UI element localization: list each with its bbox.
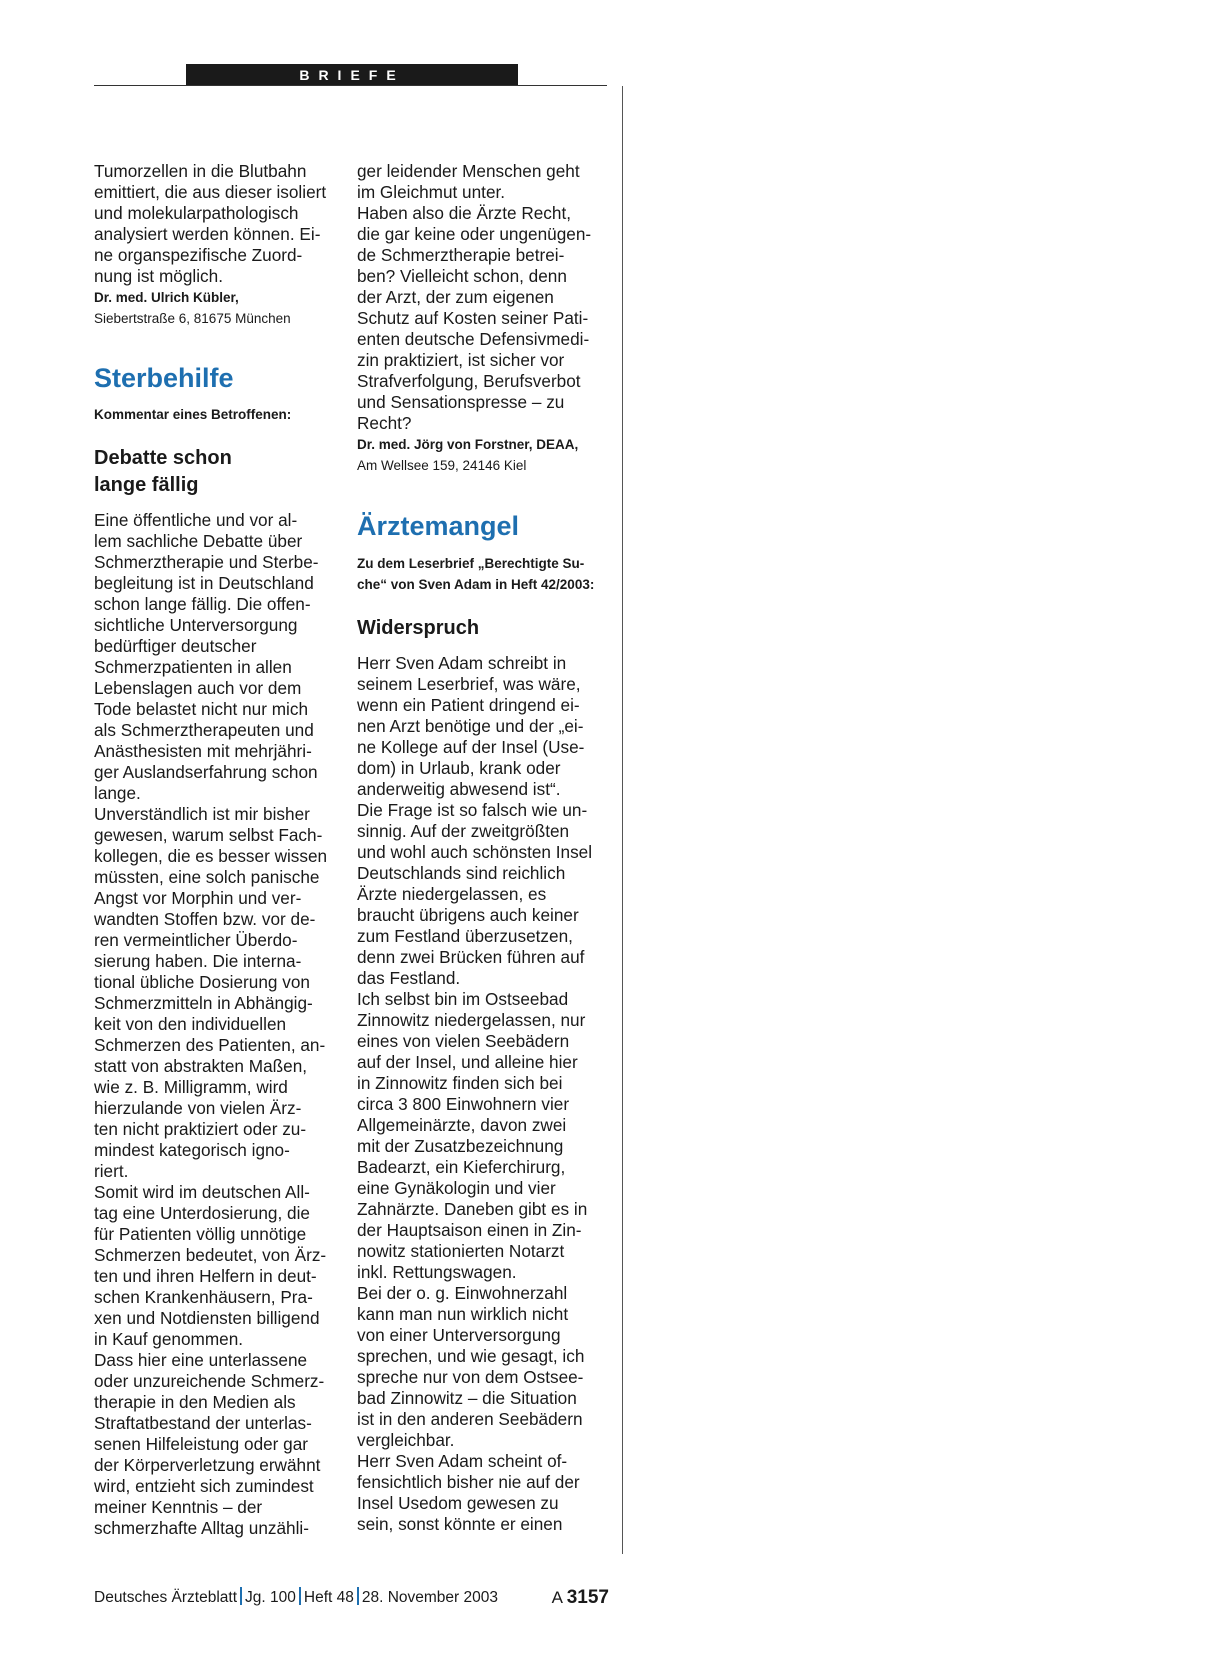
text-line: Haben also die Ärzte Recht, [357,203,572,223]
text-line: Angst vor Morphin und ver- [94,888,302,908]
text-line: Zinnowitz niedergelassen, nur [357,1010,586,1030]
text-line: circa 3 800 Einwohnern vier [357,1094,570,1114]
text-line: denn zwei Brücken führen auf [357,947,585,967]
letter-continuation [94,161,348,287]
text-line: inkl. Rettungswagen. [357,1262,517,1282]
letter-title-line: Debatte schon [94,447,232,469]
text-line: Schmerzpatienten in allen [94,657,292,677]
text-line: ger leidender Menschen geht [357,161,580,181]
column-rule [622,86,623,1554]
text-line: kann man nun wirklich nicht [357,1304,569,1324]
text-line: sierung haben. Die interna- [94,951,302,971]
text-line: enten deutsche Defensivmedi- [357,329,590,349]
text-line: ist in den anderen Seebädern [357,1409,583,1429]
journal-issue: Heft 48 [303,1589,354,1606]
letter-intro: Kommentar eines Betroffenen: [94,407,292,422]
text-line: dom) in Urlaub, krank oder [357,758,561,778]
text-line: der Hauptsaison einen in Zin- [357,1220,582,1240]
text-line: wie z. B. Milligramm, wird [94,1077,288,1097]
text-line: Schmerztherapie und Sterbe- [94,552,319,572]
text-line: Schmerzen bedeutet, von Ärz- [94,1245,327,1265]
text-line: nen Arzt benötige und der „ei- [357,716,584,736]
text-line: als Schmerztherapeuten und [94,720,314,740]
footer-separator [299,1587,301,1605]
text-line: Herr Sven Adam schreibt in [357,653,567,673]
text-line: tional übliche Dosierung von [94,972,310,992]
text-line: Bei der o. g. Einwohnerzahl [357,1283,568,1303]
text-line: Strafverfolgung, Berufsverbot [357,371,581,391]
text-line: tag eine Unterdosierung, die [94,1203,310,1223]
text-line: eine Gynäkologin und vier [357,1178,556,1198]
author-name: Dr. med. Ulrich Kübler, [94,290,239,305]
text-line: lem sachliche Debatte über [94,531,303,551]
text-line: ten nicht praktiziert oder zu- [94,1119,307,1139]
text-line: fensichtlich bisher nie auf der [357,1472,580,1492]
text-line: von einer Unterversorgung [357,1325,561,1345]
text-line: oder unzureichende Schmerz- [94,1371,325,1391]
text-line: sein, sonst könnte er einen [357,1514,563,1534]
letter-title [94,445,348,499]
text-line: Insel Usedom gewesen zu [357,1493,559,1513]
text-line: kollegen, die es besser wissen [94,846,328,866]
text-line: und Sensationspresse – zu [357,392,565,412]
text-line: in Zinnowitz finden sich bei [357,1073,563,1093]
text-line: und molekularpathologisch [94,203,299,223]
text-line: emittiert, die aus dieser isoliert [94,182,327,202]
text-line: keit von den individuellen [94,1014,287,1034]
text-line: nowitz stationierten Notarzt [357,1241,565,1261]
text-line: gewesen, warum selbst Fach- [94,825,323,845]
footer-separator [357,1587,359,1605]
text-line: senen Hilfeleistung oder gar [94,1434,309,1454]
text-line: schen Krankenhäusern, Pra- [94,1287,313,1307]
text-line: Ich selbst bin im Ostseebad [357,989,569,1009]
text-line: ne organspezifische Zuord- [94,245,303,265]
text-line: Straftatbestand der unterlas- [94,1413,312,1433]
text-line: Schutz auf Kosten seiner Pati- [357,308,589,328]
text-line: sprechen, und wie gesagt, ich [357,1346,585,1366]
text-line: Deutschlands sind reichlich [357,863,566,883]
text-line: Dass hier eine unterlassene [94,1350,308,1370]
text-line: die gar keine oder ungenügen- [357,224,592,244]
text-line: Allgemeinärzte, davon zwei [357,1115,567,1135]
text-line: bedürftiger deutscher [94,636,257,656]
text-line: ger Auslandserfahrung schon [94,762,318,782]
text-line: Lebenslagen auch vor dem [94,678,302,698]
text-line: Recht? [357,413,412,433]
letter-body [357,653,611,1535]
letter-body [94,510,348,1539]
text-line: in Kauf genommen. [94,1329,244,1349]
text-line: schon lange fällig. Die offen- [94,594,311,614]
letter-intro-line: Zu dem Leserbrief „Berechtigte Su- [357,556,585,571]
author-address: Siebertstraße 6, 81675 München [94,311,291,326]
text-line: Schmerzen des Patienten, an- [94,1035,326,1055]
text-line: wandten Stoffen bzw. vor de- [94,909,316,929]
section-heading: Ärztemangel [357,511,520,541]
text-line: im Gleichmut unter. [357,182,506,202]
text-line: für Patienten völlig unnötige [94,1224,307,1244]
page-footer [94,1586,609,1610]
letter-title-line: lange fällig [94,474,199,496]
issue-date: 28. November 2003 [361,1589,498,1606]
right-column [357,161,611,1535]
text-line: wird, entzieht sich zumindest [94,1476,314,1496]
text-line: wenn ein Patient dringend ei- [357,695,580,715]
text-line: vergleichbar. [357,1430,455,1450]
section-title: BRIEFE [299,67,405,83]
letter-intro-line: che“ von Sven Adam in Heft 42/2003: [357,577,595,592]
left-column [94,161,348,1539]
text-line: therapie in den Medien als [94,1392,296,1412]
text-line: Badearzt, ein Kieferchirurg, [357,1157,566,1177]
text-line: xen und Notdiensten billigend [94,1308,320,1328]
text-line: hierzulande von vielen Ärz- [94,1098,302,1118]
text-line: sinnig. Auf der zweitgrößten [357,821,570,841]
text-line: eines von vielen Seebädern [357,1031,570,1051]
text-line: begleitung ist in Deutschland [94,573,314,593]
text-line: de Schmerztherapie betrei- [357,245,565,265]
text-line: der Arzt, der zum eigenen [357,287,554,307]
author-address: Am Wellsee 159, 24146 Kiel [357,458,527,473]
text-line: müssten, eine solch panische [94,867,320,887]
text-line: Herr Sven Adam scheint of- [357,1451,568,1471]
text-line: das Festland. [357,968,461,988]
section-heading: Sterbehilfe [94,363,234,393]
journal-name: Deutsches Ärzteblatt [94,1589,238,1606]
text-line: Ärzte niedergelassen, es [357,884,547,904]
letter-intro [357,553,611,595]
text-line: schmerzhafte Alltag unzähli- [94,1518,309,1538]
text-line: anderweitig abwesend ist“. [357,779,561,799]
journal-volume: Jg. 100 [245,1589,296,1606]
text-line: ten und ihren Helfern in deut- [94,1266,317,1286]
text-line: nung ist möglich. [94,266,223,286]
section-header-bar [186,64,518,86]
text-line: und wohl auch schönsten Insel [357,842,593,862]
text-line: Somit wird im deutschen All- [94,1182,310,1202]
text-line: auf der Insel, und alleine hier [357,1052,578,1072]
author-name: Dr. med. Jörg von Forstner, DEAA, [357,437,579,452]
text-line: seinem Leserbrief, was wäre, [357,674,581,694]
text-line: Die Frage ist so falsch wie un- [357,800,588,820]
text-line: Unverständlich ist mir bisher [94,804,310,824]
text-line: Eine öffentliche und vor al- [94,510,298,530]
text-line: statt von abstrakten Maßen, [94,1056,308,1076]
text-line: der Körperverletzung erwähnt [94,1455,321,1475]
letter-continuation [357,161,611,434]
text-line: ne Kollege auf der Insel (Use- [357,737,585,757]
text-line: Schmerzmitteln in Abhängig- [94,993,313,1013]
header-rule [94,85,607,86]
text-line: mindest kategorisch igno- [94,1140,290,1160]
text-line: riert. [94,1161,129,1181]
text-line: bad Zinnowitz – die Situation [357,1388,577,1408]
text-line: analysiert werden können. Ei- [94,224,321,244]
text-line: Tumorzellen in die Blutbahn [94,161,307,181]
text-line: Zahnärzte. Daneben gibt es in [357,1199,588,1219]
page-number-value: 3157 [566,1587,609,1608]
text-line: zin praktiziert, ist sicher vor [357,350,565,370]
page-prefix: A [551,1588,562,1607]
text-line: spreche nur von dem Ostsee- [357,1367,584,1387]
text-line: sichtliche Unterversorgung [94,615,298,635]
text-line: braucht übrigens auch keiner [357,905,579,925]
text-line: Tode belastet nicht nur mich [94,699,309,719]
text-line: ben? Vielleicht schon, denn [357,266,567,286]
text-line: ren vermeintlicher Überdo- [94,930,298,950]
letter-title: Widerspruch [357,617,480,639]
text-line: meiner Kenntnis – der [94,1497,263,1517]
text-line: mit der Zusatzbezeichnung [357,1136,564,1156]
text-line: lange. [94,783,141,803]
footer-separator [240,1587,242,1605]
page-number [552,1586,609,1610]
text-line: Anästhesisten mit mehrjähri- [94,741,312,761]
text-line: zum Festland überzusetzen, [357,926,573,946]
